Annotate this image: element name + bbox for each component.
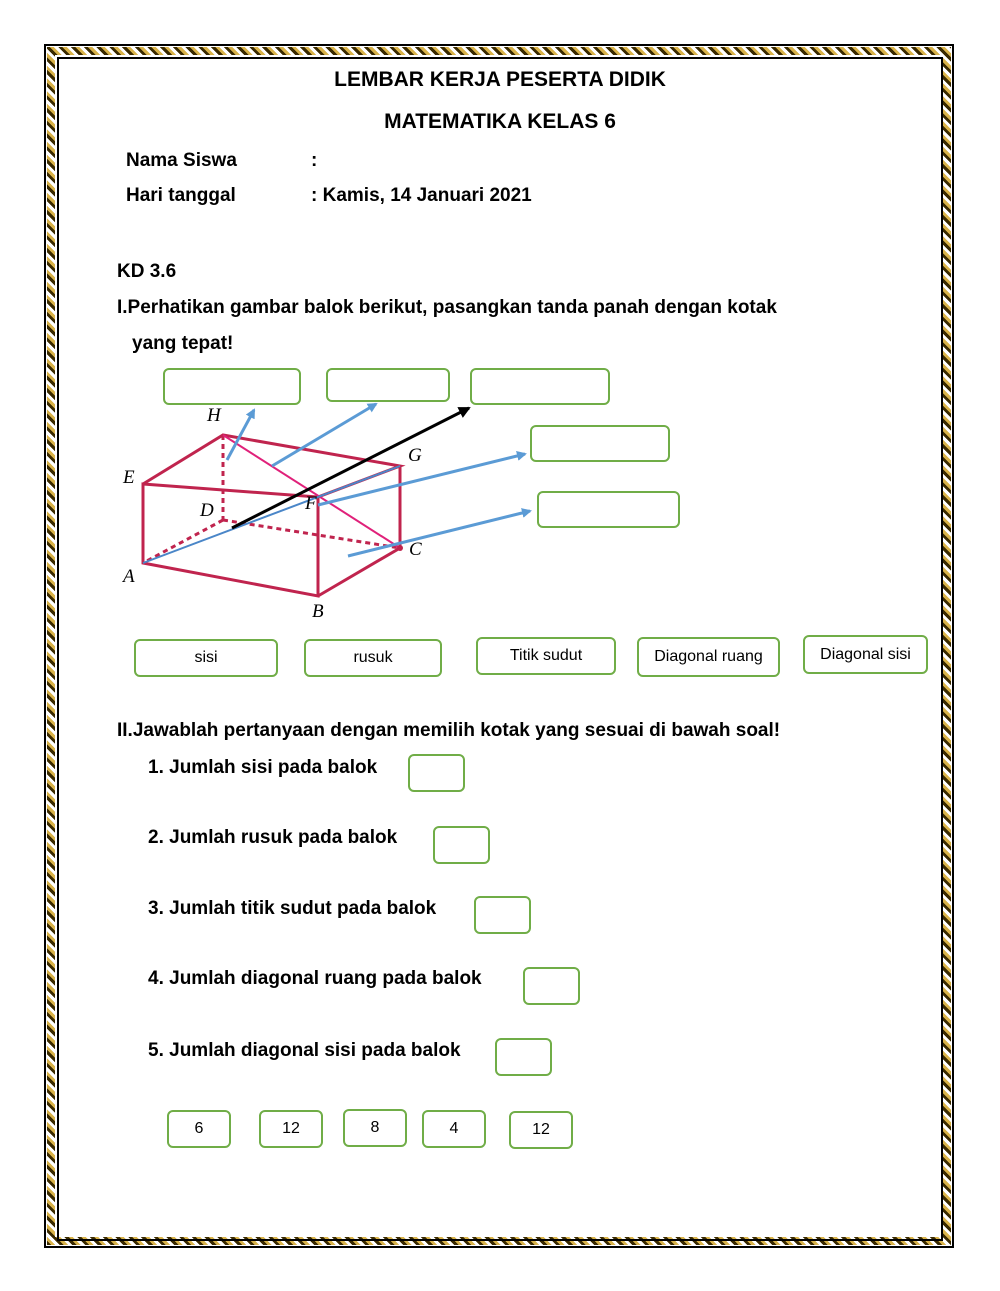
question-1: 1. Jumlah sisi pada balok [148,757,378,778]
choice-label: Titik sudut [509,647,583,664]
vertex-label-f: F [305,493,317,514]
name-value: : [311,150,318,171]
question-1-answer-box[interactable] [408,754,465,792]
vertex-label-a: A [123,566,135,587]
choice-label: 4 [449,1120,459,1137]
vertex-label-c: C [409,539,422,560]
arrow-2 [272,404,376,466]
arrow-5 [348,511,530,556]
choice-label: sisi [194,649,218,666]
answer-drop-box-4[interactable] [530,425,670,462]
number-choice-12b[interactable] [509,1111,573,1149]
date-label: Hari tanggal [126,185,236,206]
arrow-3 [232,408,469,528]
choice-label: Diagonal sisi [820,645,911,663]
vertex-label-d: D [200,500,214,521]
number-choice-4[interactable] [422,1110,486,1148]
choice-label: 12 [532,1121,550,1138]
choice-label: Diagonal ruang [654,648,763,665]
question-3-answer-box[interactable] [474,896,531,934]
question-2: 2. Jumlah rusuk pada balok [148,827,398,848]
choice-label: 12 [282,1120,300,1137]
hidden-edges [143,435,400,563]
choice-label: 8 [370,1119,380,1136]
question-3: 3. Jumlah titik sudut pada balok [148,898,437,919]
section2-instruction: II.Jawablah pertanyaan dengan memilih kotak yang sesuai di bawah soal! [117,720,781,741]
choice-titik-sudut[interactable] [476,637,616,675]
section1-instruction-cont: yang tepat! [132,333,234,354]
front-face [143,484,318,596]
section1-instruction: I.Perhatikan gambar balok berikut, pasangkan tanda panah dengan kotak [117,297,777,318]
answer-drop-box-2[interactable] [326,368,450,402]
question-5-answer-box[interactable] [495,1038,552,1076]
right-face [318,466,400,596]
name-label: Nama Siswa [126,150,237,171]
choice-diagonal-ruang[interactable] [637,637,780,677]
answer-drop-box-5[interactable] [537,491,680,528]
vertex-label-g: G [408,445,422,466]
number-choice-12[interactable] [259,1110,323,1148]
question-2-answer-box[interactable] [433,826,490,864]
answer-drop-box-3[interactable] [470,368,610,405]
choice-label: rusuk [353,649,393,666]
vertex-label-e: E [123,467,135,488]
date-value: : Kamis, 14 Januari 2021 [311,185,532,206]
choice-label: 6 [194,1120,204,1137]
number-choice-8[interactable] [343,1109,407,1147]
choice-diagonal-sisi[interactable] [803,635,928,674]
page-title: LEMBAR KERJA PESERTA DIDIK [334,68,666,91]
kd-heading: KD 3.6 [117,261,177,282]
question-4-answer-box[interactable] [523,967,580,1005]
number-choice-6[interactable] [167,1110,231,1148]
choice-rusuk[interactable] [304,639,442,677]
vertex-label-h: H [207,405,221,426]
answer-drop-box-1[interactable] [163,368,301,405]
question-5: 5. Jumlah diagonal sisi pada balok [148,1040,461,1061]
choice-sisi[interactable] [134,639,278,677]
side-diagonal-line [143,466,400,563]
page-subtitle: MATEMATIKA KELAS 6 [384,110,616,133]
vertex-label-b: B [312,601,324,622]
question-4: 4. Jumlah diagonal ruang pada balok [148,968,482,989]
